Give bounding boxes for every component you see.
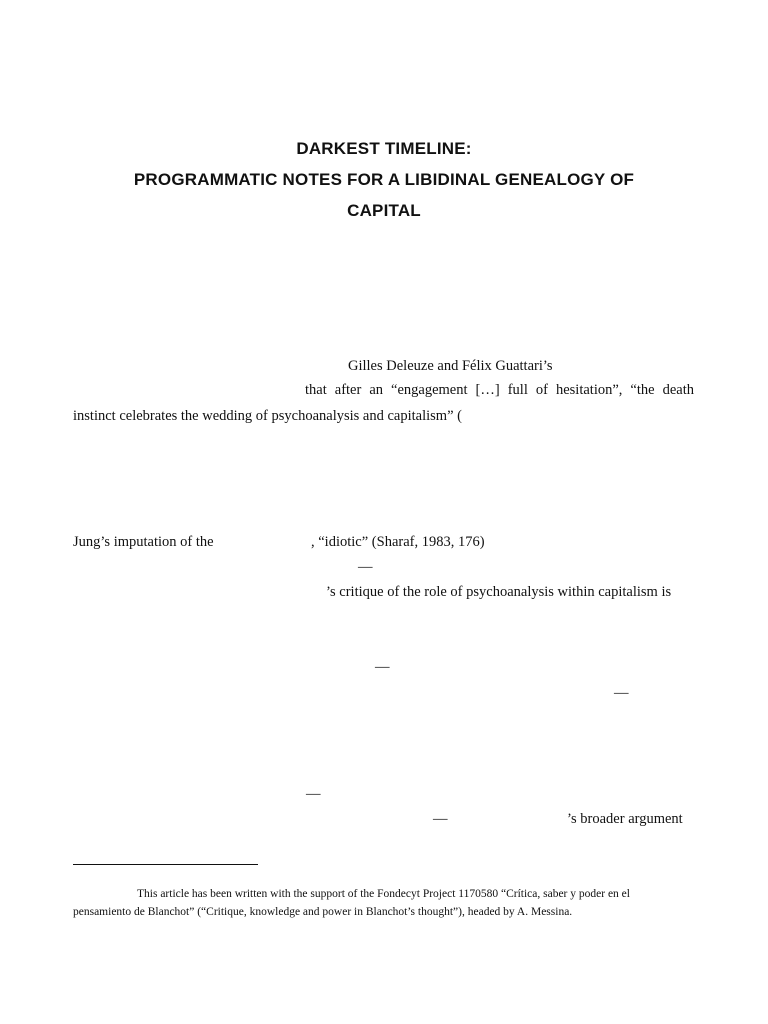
footnote-line-1: This article has been written with the support of the Fondecyt Project 1170580 “Crítica, saber y poder en el [137, 888, 630, 900]
body-text-line: Gilles Deleuze and Félix Guattari’s [348, 358, 553, 374]
body-text-line: Jung’s imputation of the [73, 534, 214, 550]
body-text-line: that after an “engagement […] full of hesitation”, “the death [305, 382, 694, 398]
em-dash: — [614, 685, 629, 701]
title-line-1: DARKEST TIMELINE: [296, 139, 472, 158]
body-text-line: , “idiotic” (Sharaf, 1983, 176) [311, 534, 485, 550]
em-dash: — [358, 559, 373, 575]
footnote-line-2: pensamiento de Blanchot” (“Critique, knowledge and power in Blanchot’s thought”), headed by A. Messina. [73, 906, 573, 918]
em-dash: — [433, 811, 448, 827]
em-dash: — [375, 659, 390, 675]
title-line-2: PROGRAMMATIC NOTES FOR A LIBIDINAL GENEALOGY OF [133, 170, 635, 189]
em-dash: — [306, 786, 321, 802]
footnote-separator [73, 864, 258, 865]
body-text-line: ’s broader argument [567, 811, 683, 827]
title-line-3: CAPITAL [347, 201, 421, 220]
body-text-line: instinct celebrates the wedding of psychoanalysis and capitalism” ( [73, 408, 462, 424]
body-text-line: ’s critique of the role of psychoanalysis within capitalism is [326, 584, 672, 600]
